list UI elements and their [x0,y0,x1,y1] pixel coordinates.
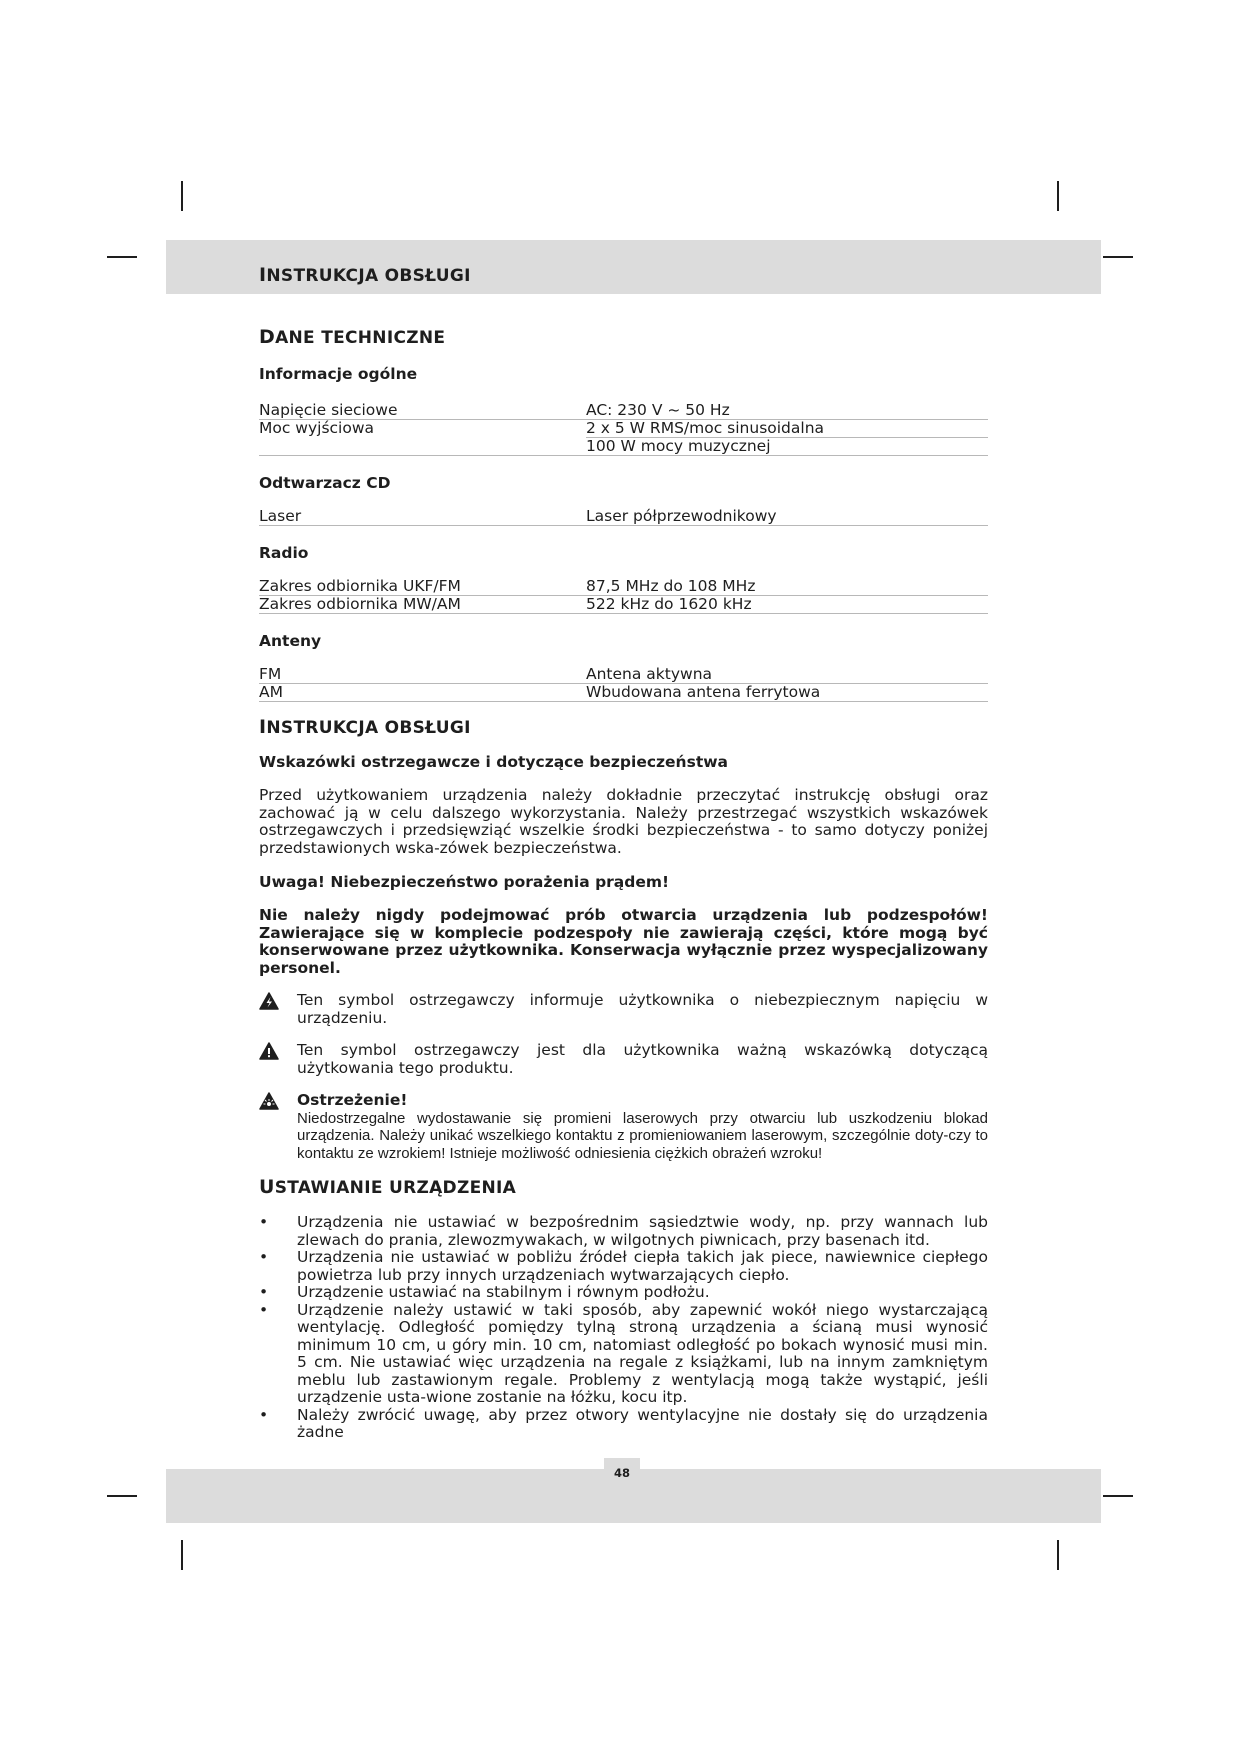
warning-voltage-text: Ten symbol ostrzegawczy informuje użytkownika o niebezpiecznym napięciu w urządzeniu. [297,991,988,1027]
bullet: • [259,1248,269,1266]
warning-info-text: Ten symbol ostrzegawczy jest dla użytkownika ważną wskazówką dotyczącą użytkowania tego produktu. [297,1041,988,1077]
page-content [259,326,988,1442]
subheading-cd: Odtwarzacz CD [259,474,391,492]
spec-value: Wbudowana antena ferrytowa [586,684,988,702]
table-row [259,420,988,456]
list-item: • Urządzenia nie ustawiać w pobliżu źródeł ciepła takich jak piece, nawiewnice ciepłego powietrza lub przy innych urządzeniach wytwarzających ciepło. [259,1248,988,1284]
spec-value: Laser półprzewodnikowy [586,508,988,526]
spec-label: Zakres odbiornika UKF/FM [259,578,586,596]
crop-mark [1103,256,1133,258]
warning-laser [259,1092,988,1162]
crop-mark [107,1495,137,1497]
laser-warning-title: Ostrzeżenie! [297,1091,408,1109]
exclamation-warning-icon [259,1042,279,1060]
spec-table-general [259,402,988,456]
list-item: • Należy zwrócić uwagę, aby przez otwory wentylacyjne nie dostały się do urządzenia żadne [259,1405,988,1441]
bullet: • [259,1300,269,1319]
high-voltage-warning-icon [259,992,279,1010]
section-heading-setup: USTAWIANIE URZĄDZENIA [259,1176,517,1198]
subheading-safety: Wskazówki ostrzegawcze i dotyczące bezpieczeństwa [259,753,729,771]
spec-value: AC: 230 V ~ 50 Hz [586,402,988,420]
subheading-general: Informacje ogólne [259,365,418,383]
laser-warning-icon [259,1092,279,1110]
table-row [259,402,988,420]
list-item: • Urządzenia nie ustawiać w bezpośrednim sąsiedztwie wody, np. przy wannach lub zlewach do prania, zlewozmywakach, w wilgotnych piwnicach, przy basenach itd. [259,1213,988,1249]
subheading-antennas: Anteny [259,632,322,650]
section-heading-instructions: INSTRUKCJA OBSŁUGI [259,716,471,738]
danger-paragraph: Nie należy nigdy podejmować prób otwarcia urządzenia lub podzespołów! Zawierające się w komplecie podzespoły nie zawierają części, które mogą być konserwowane przez użytkownika. Konserwacja wyłącznie przez wyspecjalizowany personel. [259,906,988,977]
setup-list [259,1214,988,1442]
spec-table-antennas [259,666,988,702]
warning-voltage [259,992,988,1027]
section-heading-tech: DANE TECHNICZNE [259,326,446,348]
crop-mark [1057,181,1059,211]
spec-label: FM [259,666,586,684]
spec-label: Laser [259,508,586,526]
spec-table-cd [259,508,988,526]
spec-value-line: 100 W mocy muzycznej [586,437,771,455]
danger-title: Uwaga! Niebezpieczeństwo porażenia prądem! [259,873,670,891]
list-item: • Urządzenie ustawiać na stabilnym i równym podłożu. [259,1283,710,1301]
crop-mark [1103,1495,1133,1497]
table-row [259,508,988,526]
intro-paragraph: Przed użytkowaniem urządzenia należy dokładnie przeczytać instrukcję obsługi oraz zachować ją w celu dalszego wykorzystania. Należy przestrzegać wszystkich wskazówek ostrzegawczych i przedsięwziąć wszelkie środki bezpieczeństwa - to samo dotyczy poniżej przedstawionych wska-zówek bezpieczeństwa. [259,786,988,857]
spec-label: AM [259,684,586,702]
page-number: 48 [604,1458,640,1488]
warning-info [259,1042,988,1077]
table-row [259,684,988,702]
table-row [259,666,988,684]
page-header-title: INSTRUKCJA OBSŁUGI [259,264,471,286]
crop-mark [1057,1540,1059,1570]
spec-value: 522 kHz do 1620 kHz [586,596,988,614]
spec-label: Napięcie sieciowe [259,402,586,420]
crop-mark [181,1540,183,1570]
spec-value: 87,5 MHz do 108 MHz [586,578,988,596]
spec-value [586,420,988,456]
spec-label: Zakres odbiornika MW/AM [259,596,586,614]
subheading-radio: Radio [259,544,309,562]
bullet: • [259,1213,269,1231]
table-row [259,578,988,596]
spec-value: Antena aktywna [586,666,988,684]
crop-mark [107,256,137,258]
bullet: • [259,1283,269,1301]
laser-warning-text: Niedostrzegalne wydostawanie się promieni laserowych przy otwarciu lub uszkodzeniu blokad urządzenia. Należy unikać wszelkiego kontaktu z promieniowaniem laserowym, szczególnie doty-czy to kontaktu ze wzrokiem! Istnieje możliwość odniesienia ciężkich obrażeń wzroku! [297,1109,988,1162]
crop-mark [181,181,183,211]
table-row [259,596,988,614]
list-item: • Urządzenie należy ustawić w taki sposób, aby zapewnić wokół niego wystarczającą wentylację. Odległość pomiędzy tylną stroną urządzenia a ścianą musi wynosić minimum 10 cm, u góry min. 10 cm, natomiast odległość po bokach wynosić musi min. 5 cm. Nie ustawiać więc urządzenia na regale z książkami, lub na innym zamkniętym meblu lub zastawionym regale. Problemy z wentylacją mogą także wystąpić, jeśli urządzenie usta-wione zostanie na łóżku, kocu itp. [259,1300,988,1406]
bullet: • [259,1405,269,1424]
spec-value-line: 2 x 5 W RMS/moc sinusoidalna [586,420,988,438]
spec-label: Moc wyjściowa [259,420,586,456]
spec-table-radio [259,578,988,614]
